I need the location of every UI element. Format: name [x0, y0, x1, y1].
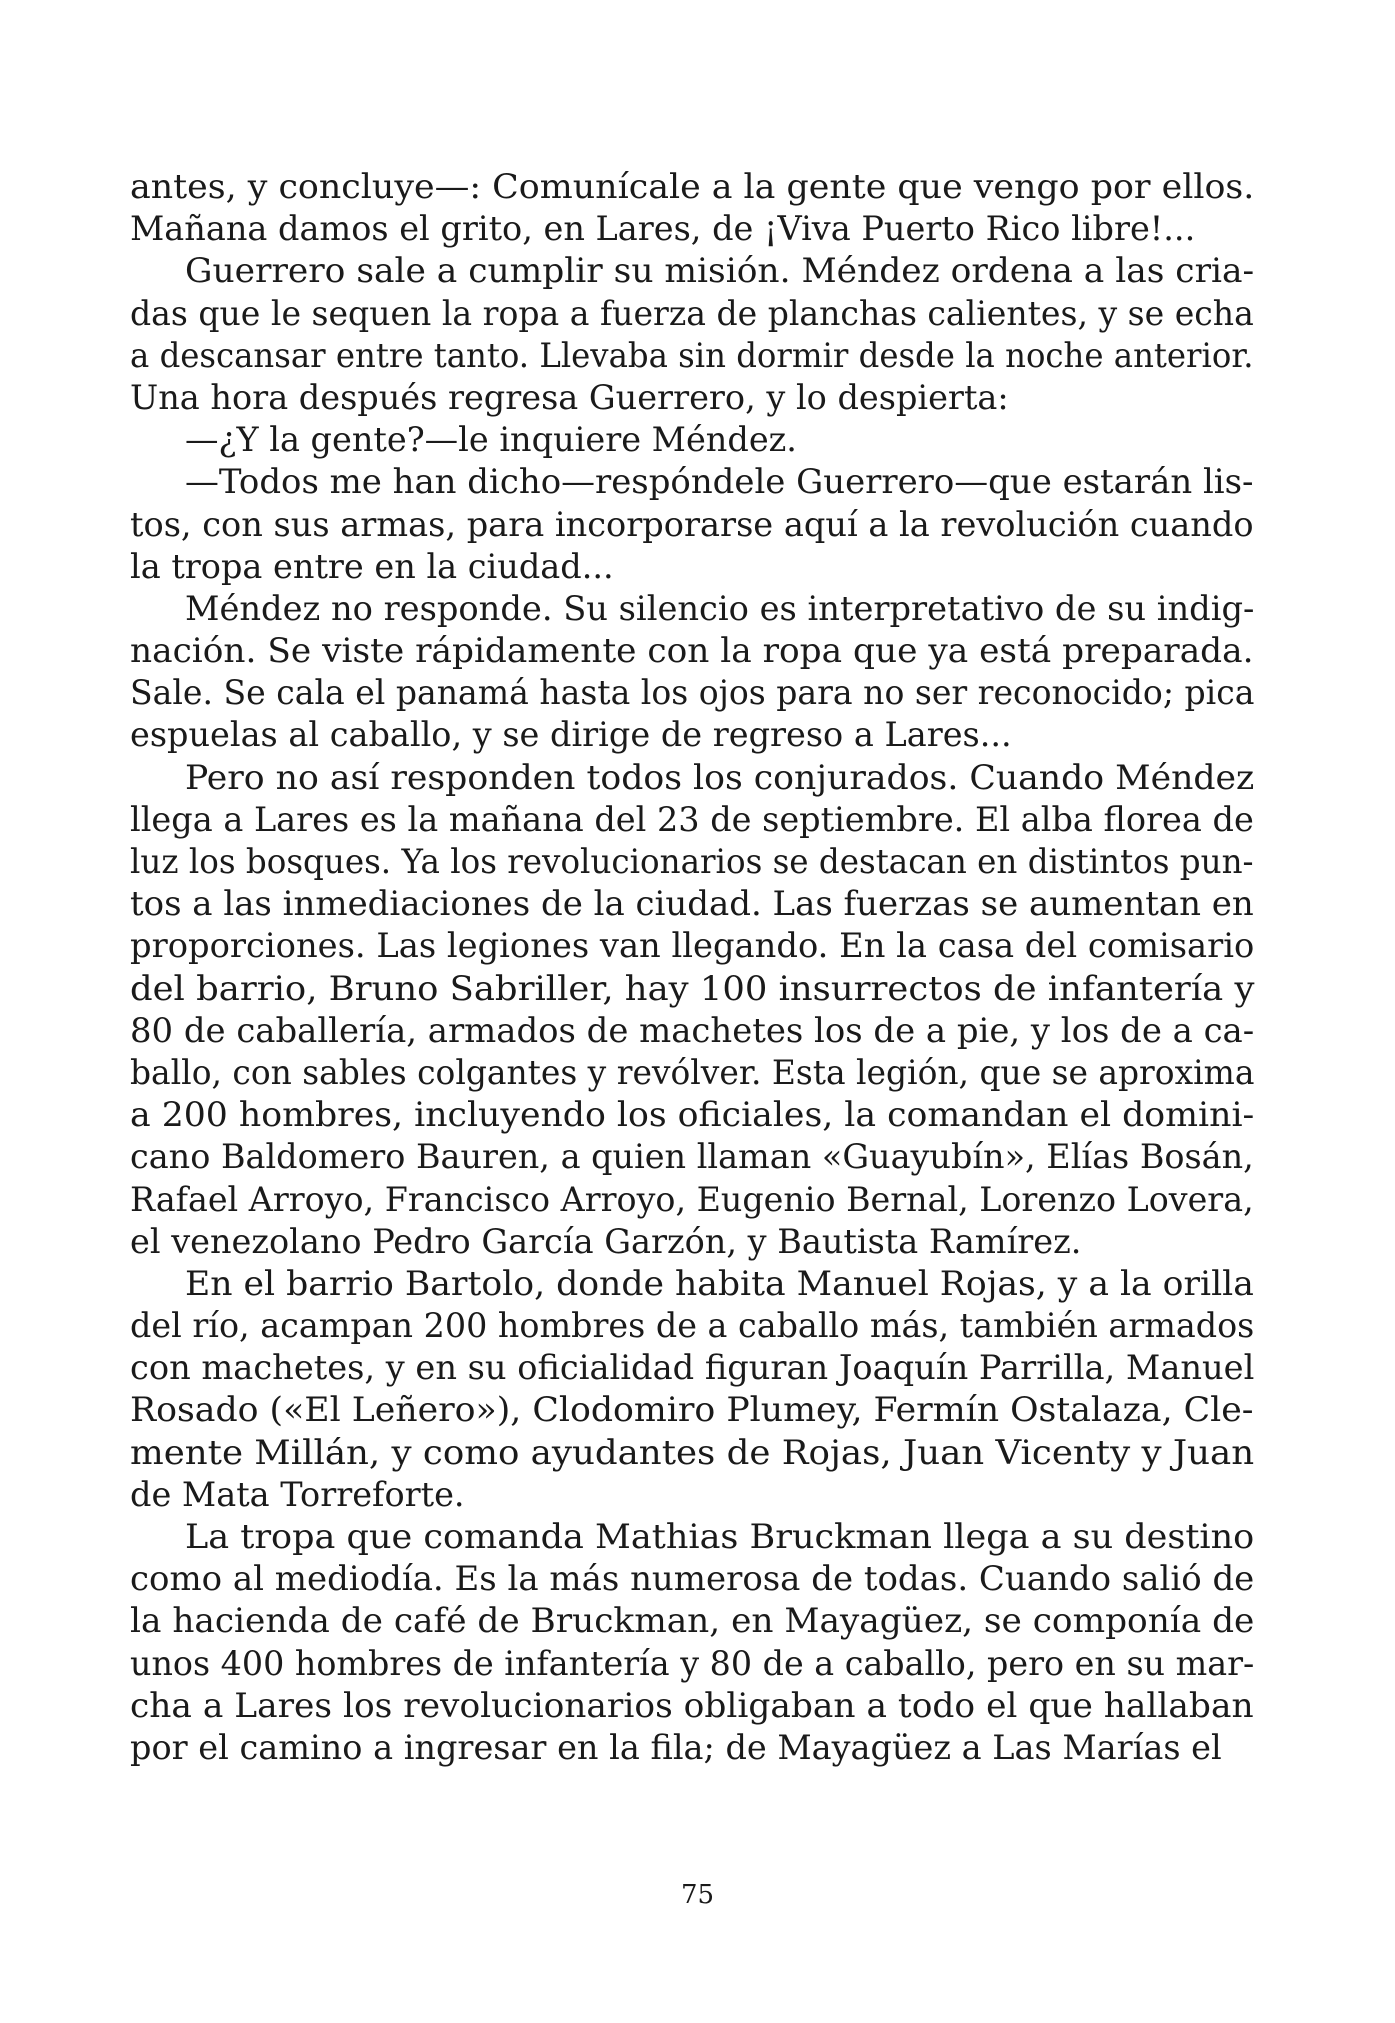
- text-line: Mañana damos el grito, en Lares, de ¡Viva Puerto Rico libre!...: [130, 209, 1196, 249]
- text-line: nación. Se viste rápidamente con la ropa que ya está preparada.: [130, 631, 1254, 671]
- text-line: das que le sequen la ropa a fuerza de planchas calientes, y se echa: [130, 293, 1254, 333]
- text-line: llega a Lares es la mañana del 23 de septiembre. El alba florea de: [130, 799, 1254, 839]
- text-line: espuelas al caballo, y se dirige de regreso a Lares...: [130, 715, 1012, 755]
- text-line: como al mediodía. Es la más numerosa de todas. Cuando salió de: [130, 1559, 1255, 1599]
- text-line: cano Baldomero Bauren, a quien llaman «Guayubín», Elías Bosán,: [130, 1137, 1254, 1177]
- text-line: con machetes, y en su oficialidad figuran Joaquín Parrilla, Manuel: [130, 1348, 1255, 1388]
- text-line: a 200 hombres, incluyendo los oficiales, la comandan el domini-: [130, 1095, 1255, 1135]
- text-line: luz los bosques. Ya los revolucionarios se destacan en distintos pun-: [130, 842, 1254, 881]
- text-line: Una hora después regresa Guerrero, y lo despierta:: [130, 377, 1009, 417]
- text-line: Sale. Se cala el panamá hasta los ojos para no ser reconocido; pica: [130, 673, 1255, 713]
- text-line: unos 400 hombres de infantería y 80 de a caballo, pero en su mar-: [130, 1643, 1255, 1683]
- text-line: Pero no así responden todos los conjurados. Cuando Méndez: [185, 757, 1255, 797]
- text-line: mente Millán, y como ayudantes de Rojas, Juan Vicenty y Juan: [130, 1432, 1255, 1472]
- text-line: del río, acampan 200 hombres de a caballo más, también armados: [130, 1306, 1255, 1346]
- body-text: [130, 166, 1254, 1769]
- text-line: La tropa que comanda Mathias Bruckman llega a su destino: [185, 1517, 1255, 1556]
- text-line: Méndez no responde. Su silencio es interpretativo de su indig-: [185, 588, 1255, 628]
- text-line: la tropa entre en la ciudad...: [130, 546, 614, 586]
- text-line: antes, y concluye—: Comunícale a la gente que vengo por ellos.: [130, 167, 1255, 206]
- text-line: tos a las inmediaciones de la ciudad. Las fuerzas se aumentan en: [130, 884, 1254, 924]
- text-line: del barrio, Bruno Sabriller, hay 100 insurrectos de infantería y: [130, 968, 1255, 1008]
- text-line: la hacienda de café de Bruckman, en Mayagüez, se componía de: [130, 1601, 1255, 1641]
- page-number: 75: [680, 1880, 715, 1910]
- text-line: Rafael Arroyo, Francisco Arroyo, Eugenio Bernal, Lorenzo Lovera,: [130, 1179, 1254, 1219]
- text-line: Rosado («El Leñero»), Clodomiro Plumey, Fermín Ostalaza, Cle-: [130, 1390, 1254, 1430]
- text-line: cha a Lares los revolucionarios obligaban a todo el que hallaban: [130, 1685, 1254, 1725]
- text-line: —¿Y la gente?—le inquiere Méndez.: [185, 420, 797, 460]
- text-line: 80 de caballería, armados de machetes los de a pie, y los de a ca-: [130, 1010, 1255, 1050]
- text-line: proporciones. Las legiones van llegando. En la casa del comisario: [130, 926, 1255, 966]
- text-line: En el barrio Bartolo, donde habita Manuel Rojas, y a la orilla: [185, 1263, 1254, 1303]
- text-line: tos, con sus armas, para incorporarse aquí a la revolución cuando: [130, 504, 1254, 544]
- text-line: el venezolano Pedro García Garzón, y Bautista Ramírez.: [130, 1221, 1082, 1261]
- text-line: —Todos me han dicho—respóndele Guerrero—que estarán lis-: [185, 462, 1254, 502]
- text-line: por el camino a ingresar en la fila; de Mayagüez a Las Marías el: [130, 1727, 1222, 1767]
- text-line: de Mata Torreforte.: [130, 1474, 465, 1514]
- text-line: Guerrero sale a cumplir su misión. Méndez ordena a las cria-: [185, 251, 1255, 291]
- text-line: a descansar entre tanto. Llevaba sin dormir desde la noche anterior.: [130, 335, 1254, 375]
- text-line: ballo, con sables colgantes y revólver. Esta legión, que se aproxima: [130, 1052, 1255, 1092]
